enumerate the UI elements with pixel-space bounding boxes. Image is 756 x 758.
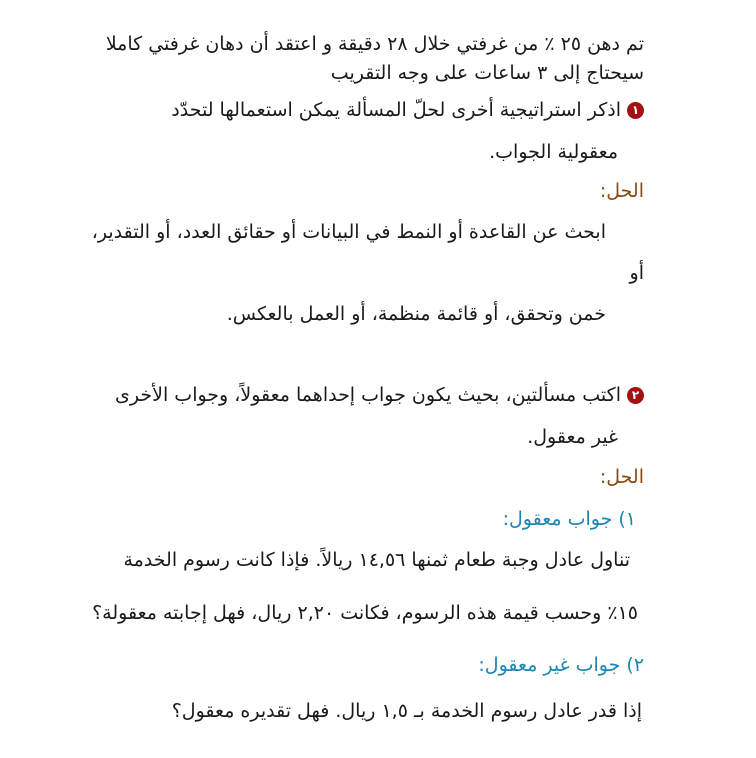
intro-line-1: تم دهن ٢٥ ٪ من غرفتي خلال ٢٨ دقيقة و اعتقد أن دهان غرفتي كاملا	[105, 33, 644, 55]
question-2-line-2: غير معقول.	[527, 426, 618, 448]
reasonable-answer-line-1: تناول عادل وجبة طعام ثمنها ١٤,٥٦ ريالاً. فإذا كانت رسوم الخدمة	[123, 549, 630, 571]
question-2-text: اكتب مسألتين، بحيث يكون جواب إحداهما معقولاً، وجواب الأخرى	[115, 384, 621, 406]
question-1-text: اذكر استراتيجية أخرى لحلّ المسألة يمكن استعمالها لتحدّد	[171, 99, 621, 121]
intro-line-2: سيحتاج إلى ٣ ساعات على وجه التقريب	[330, 62, 644, 84]
question-1-number-badge: ١	[627, 102, 644, 119]
question-1-line-2: معقولية الجواب.	[489, 141, 618, 163]
reasonable-answer-title: ١) جواب معقول:	[502, 508, 636, 530]
question-1-answer-line-2: خمن وتحقق، أو قائمة منظمة، أو العمل بالعكس.	[226, 303, 606, 325]
question-2	[115, 381, 644, 409]
question-1	[171, 96, 644, 124]
question-1-answer-line-1: ابحث عن القاعدة أو النمط في البيانات أو حقائق العدد، أو التقدير،	[91, 221, 606, 243]
question-2-number-badge: ٢	[627, 387, 644, 404]
question-1-solution-label: الحل:	[599, 180, 644, 202]
unreasonable-answer-title: ٢) جواب غير معقول:	[478, 654, 644, 676]
unreasonable-answer-line-1: إذا قدر عادل رسوم الخدمة بـ ١,٥ ريال. فهل تقديره معقول؟	[171, 700, 642, 722]
question-1-or: أو	[629, 262, 644, 284]
reasonable-answer-line-2: ١٥٪ وحسب قيمة هذه الرسوم، فكانت ٢,٢٠ ريال، فهل إجابته معقولة؟	[92, 602, 638, 624]
question-2-solution-label: الحل:	[599, 466, 644, 488]
